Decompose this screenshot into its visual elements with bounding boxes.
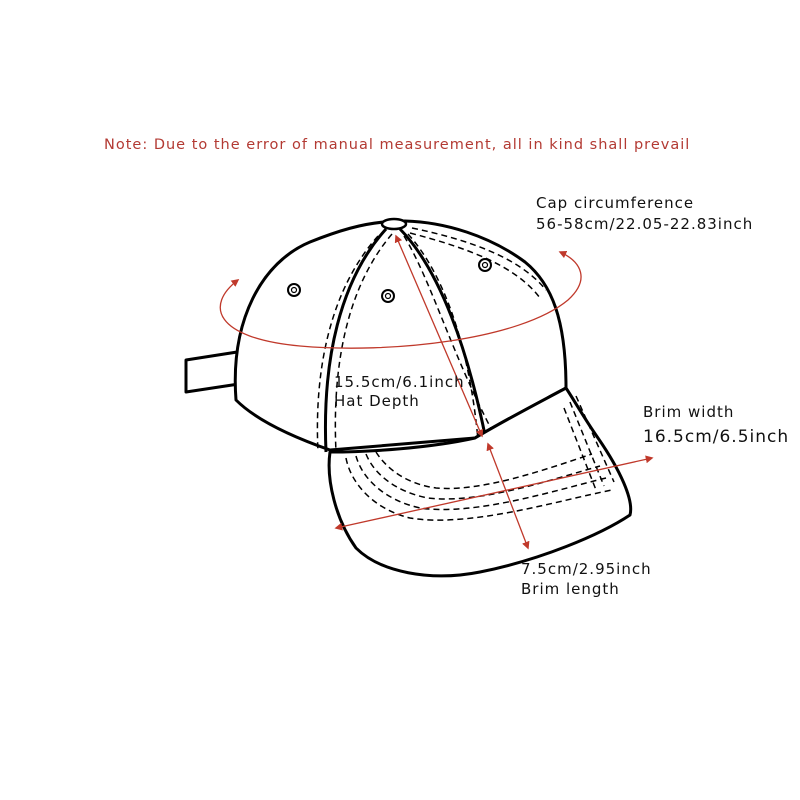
brim-width-value: 16.5cm/6.5inch [643,427,790,447]
measurement-note: Note: Due to the error of manual measurement, all in kind shall prevail [104,137,691,153]
brim-width-label: Brim width [643,403,735,421]
cap-circumference-value: 56-58cm/22.05-22.83inch [536,215,754,233]
eyelet-right-inner [483,263,488,268]
hat-depth-value: 15.5cm/6.1inch [334,373,465,391]
brim-length-label: Brim length [521,580,620,598]
eyelet-left-inner [292,288,297,293]
top-button [382,219,406,229]
brim-length-value: 7.5cm/2.95inch [521,560,652,578]
eyelet-middle-inner [386,294,391,299]
cap-circumference-label: Cap circumference [536,194,695,212]
hat-depth-label: Hat Depth [334,392,420,410]
